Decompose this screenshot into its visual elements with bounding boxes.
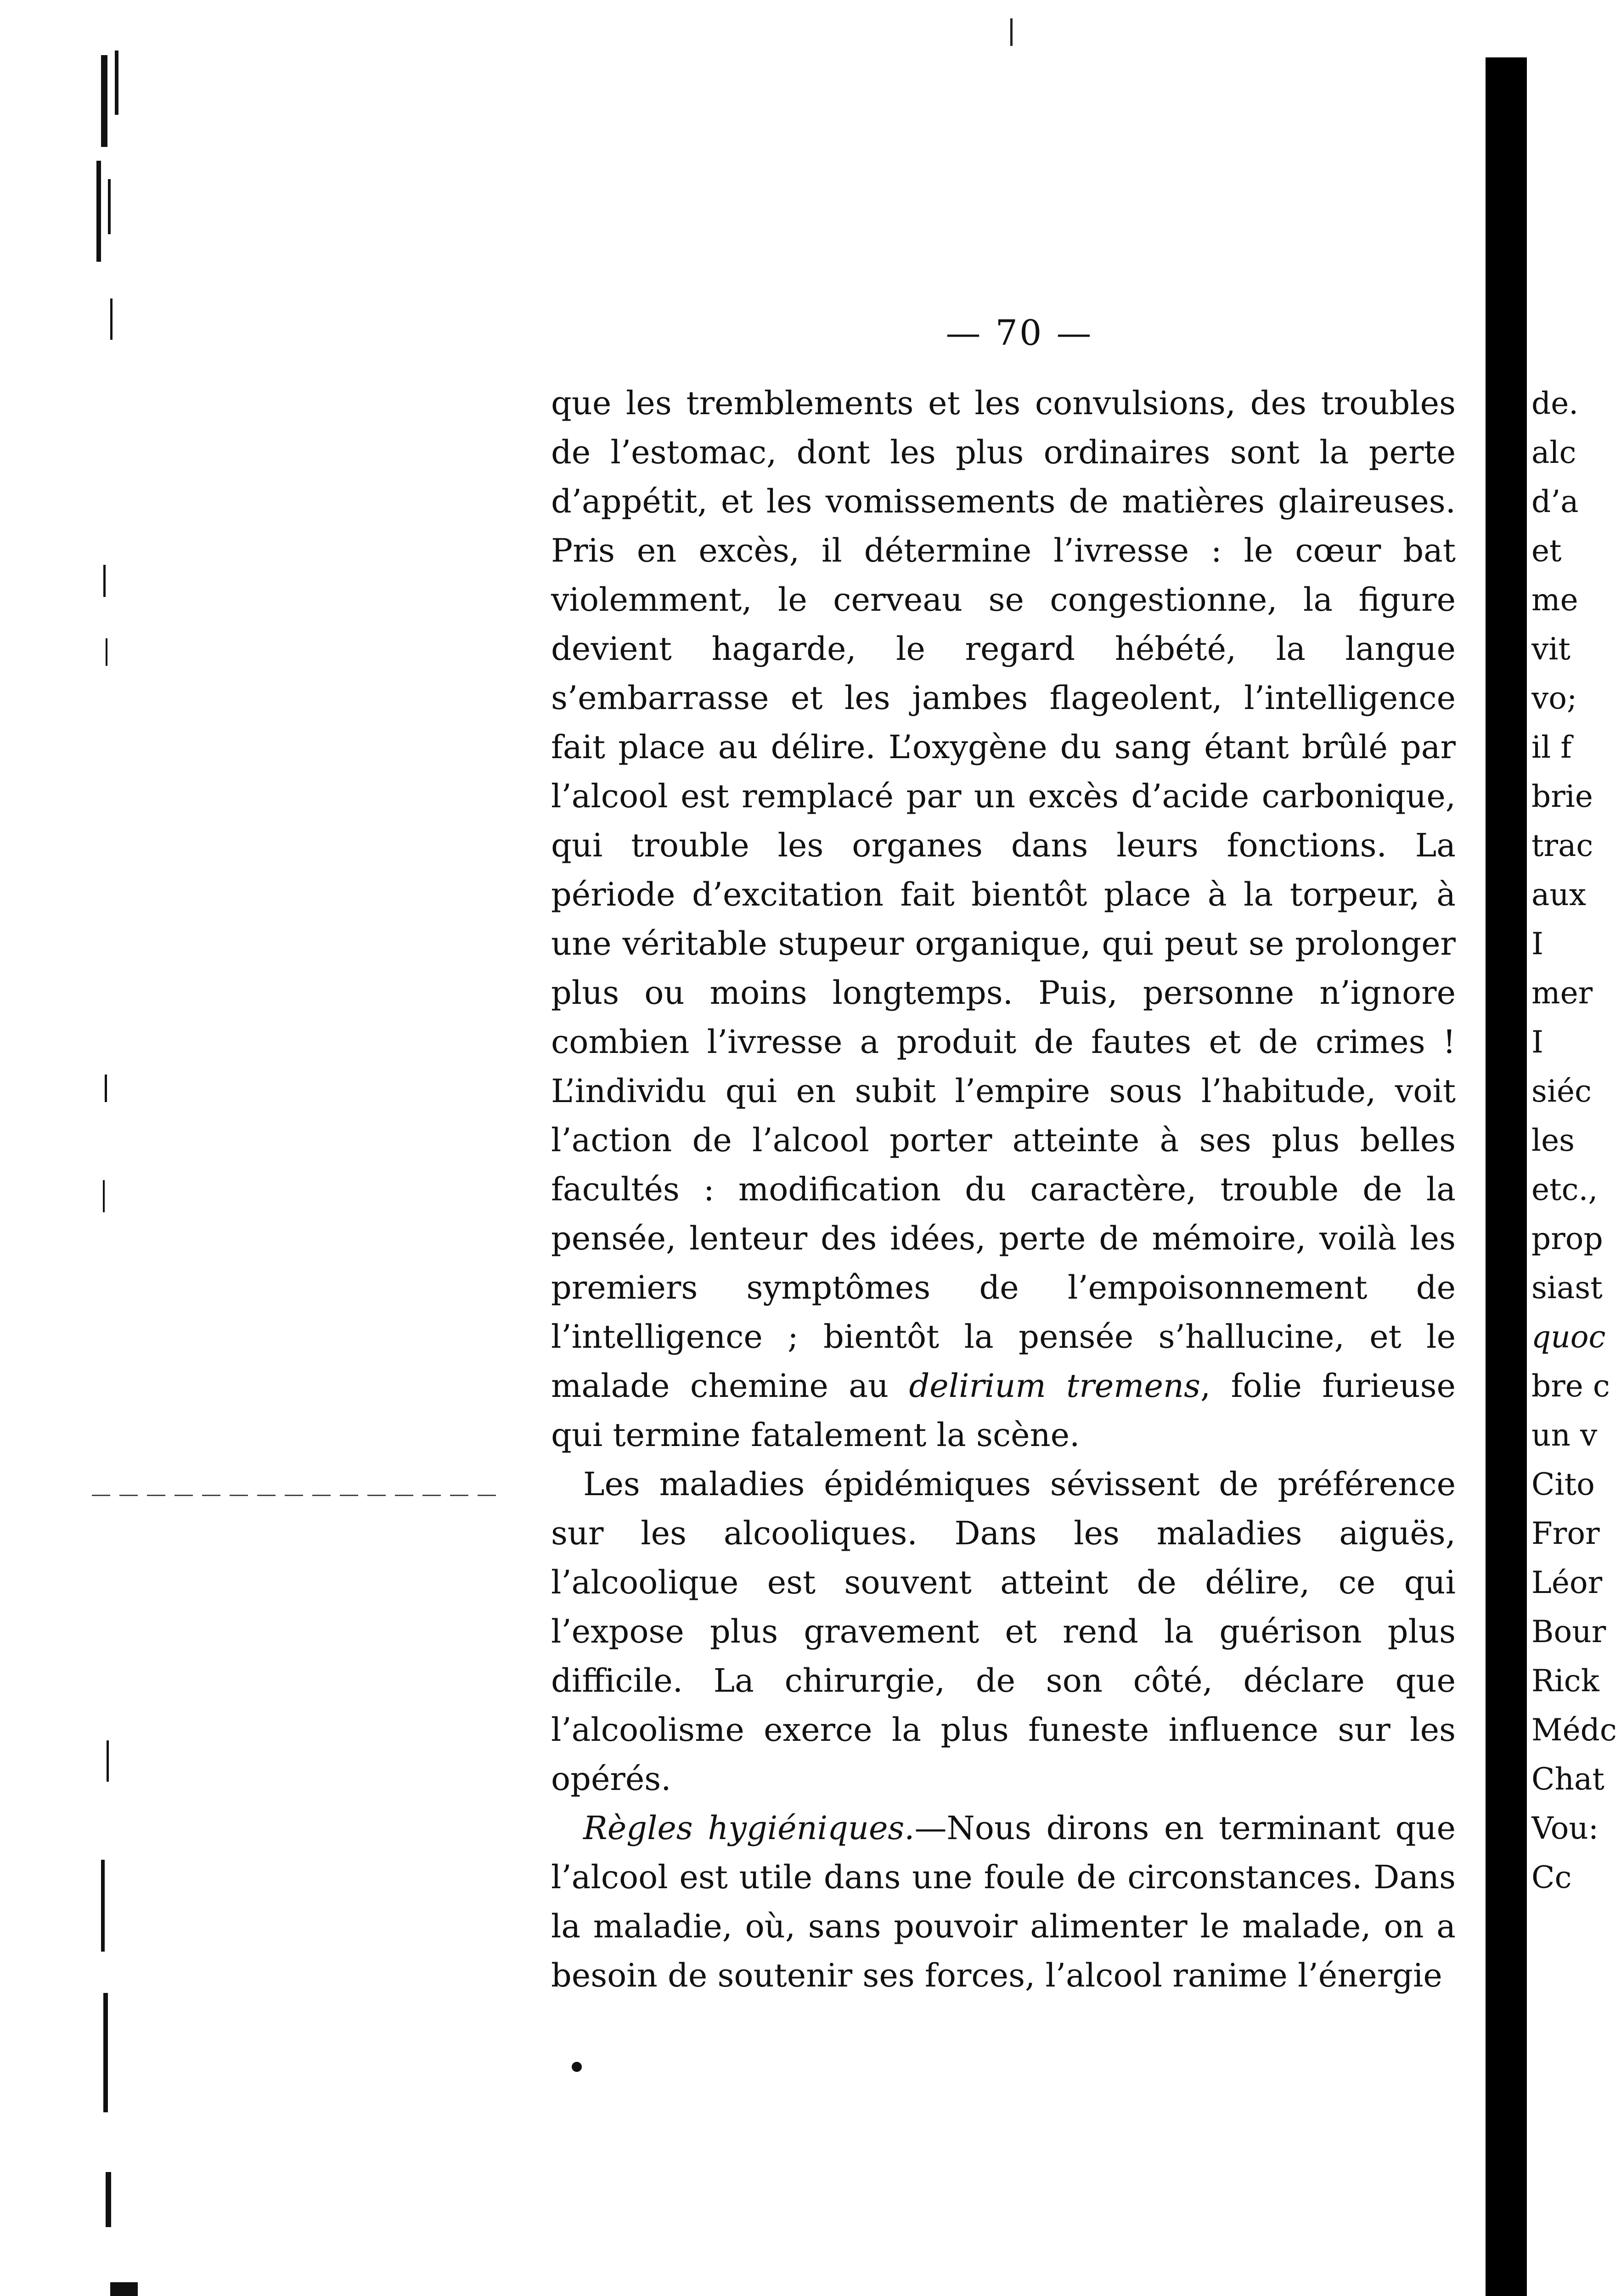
next-page-line: Médc — [1531, 1712, 1617, 1748]
next-page-line: Léor — [1531, 1565, 1603, 1600]
next-page-line: I — [1531, 926, 1544, 962]
next-page-line: il f — [1531, 730, 1572, 765]
next-page-line: Cito — [1531, 1467, 1595, 1502]
next-page-line: Rick — [1531, 1663, 1599, 1699]
text-run: que les tremblements et les convulsions, des troubles de l’estomac, dont les plus ordinaires sont la perte d’appétit, et les vomissements de matières glaireuses. Pris en excès, il détermine l’ivresse : le cœur bat violemment, le cerveau se congestionne, la figure devient hagarde, le regard hébété, la langue s’embarrasse et les jambes flageolent, l’intelligence fait place au délire. L’oxygène du sang étant brûlé par l’alcool est remplacé par un excès d’acide carbonique, qui trouble les organes dans leurs fonctions. La période d’excitation fait bientôt place à la torpeur, à une véritable stupeur organique, qui peut se prolonger plus ou moins longtemps. Puis, personne n’ignore combien l’ivresse a produit de fautes et de crimes ! L’individu qui en subit l’empire sous l’habitude, voit l’action de l’alcool porter atteinte à ses plus belles facultés : modification du caractère, trouble de la pensée, lenteur des idées, perte de mémoire, voilà les premiers symptômes de l’empoisonnement de l’intelligence ; bientôt la pensée s’hallucine, et le malade chemine au — [551, 384, 1456, 1405]
scan-tick-mark — [1010, 18, 1013, 46]
next-page-line: I — [1531, 1024, 1544, 1060]
italic-text: delirium tremens — [909, 1367, 1200, 1405]
next-page-line: siéc — [1531, 1074, 1592, 1109]
text-run: , folie furieuse qui termine fatalement la scène. — [551, 1367, 1456, 1454]
next-page-line: Vou: — [1531, 1811, 1599, 1846]
next-page-line: siast — [1531, 1270, 1603, 1306]
next-page-line: me — [1531, 582, 1578, 618]
body-text — [551, 379, 1456, 2000]
next-page-line: Chat — [1531, 1761, 1604, 1797]
next-page-line: aux — [1531, 877, 1587, 912]
page-fold-shadow — [1486, 57, 1527, 2296]
next-page-line: Bour — [1531, 1614, 1606, 1649]
next-page-line: un v — [1531, 1418, 1598, 1453]
ink-dot — [572, 2062, 582, 2072]
next-page-line: quoc — [1531, 1319, 1606, 1355]
next-page-line: et — [1531, 533, 1562, 568]
next-page-line: brie — [1531, 779, 1593, 814]
next-page-line: vit — [1531, 631, 1570, 667]
next-page-line: prop — [1531, 1221, 1603, 1256]
page-number: — 70 — — [946, 312, 1093, 353]
paragraph — [551, 379, 1456, 1460]
next-page-line: bre c — [1531, 1368, 1610, 1404]
next-page-line: vo; — [1531, 681, 1577, 716]
paragraph — [551, 1460, 1456, 1804]
next-page-line: d’a — [1531, 484, 1579, 519]
next-page-line: Cc — [1531, 1860, 1572, 1895]
text-run: —Nous dirons en terminant que l’alcool est utile dans une foule de circonstances. Dans la maladie, où, sans pouvoir alimenter le malade, on a besoin de soutenir ses forces, l’alcool ranime l’énergie — [551, 1809, 1456, 1994]
italic-text: Règles hygiéniques. — [583, 1809, 915, 1847]
text-run: Les maladies épidémiques sévissent de préférence sur les alcooliques. Dans les maladies aiguës, l’alcoolique est souvent atteint de délire, ce qui l’expose plus gravement et rend la guérison plus difficile. La chirurgie, de son côté, déclare que l’alcoolisme exerce la plus funeste influence sur les opérés. — [551, 1465, 1456, 1798]
paragraph — [551, 1804, 1456, 2000]
scan-dash-line — [92, 1495, 505, 1496]
next-page-line: alc — [1531, 435, 1576, 470]
binding-scan-noise — [83, 41, 179, 2296]
next-page-line: Fror — [1531, 1516, 1600, 1551]
next-page-line: les — [1531, 1123, 1575, 1158]
next-page-line: etc., — [1531, 1172, 1598, 1207]
next-page-line: de. — [1531, 386, 1579, 421]
next-page-line: mer — [1531, 975, 1593, 1011]
next-page-line: trac — [1531, 828, 1593, 863]
next-page-fragment — [1531, 379, 1621, 1902]
